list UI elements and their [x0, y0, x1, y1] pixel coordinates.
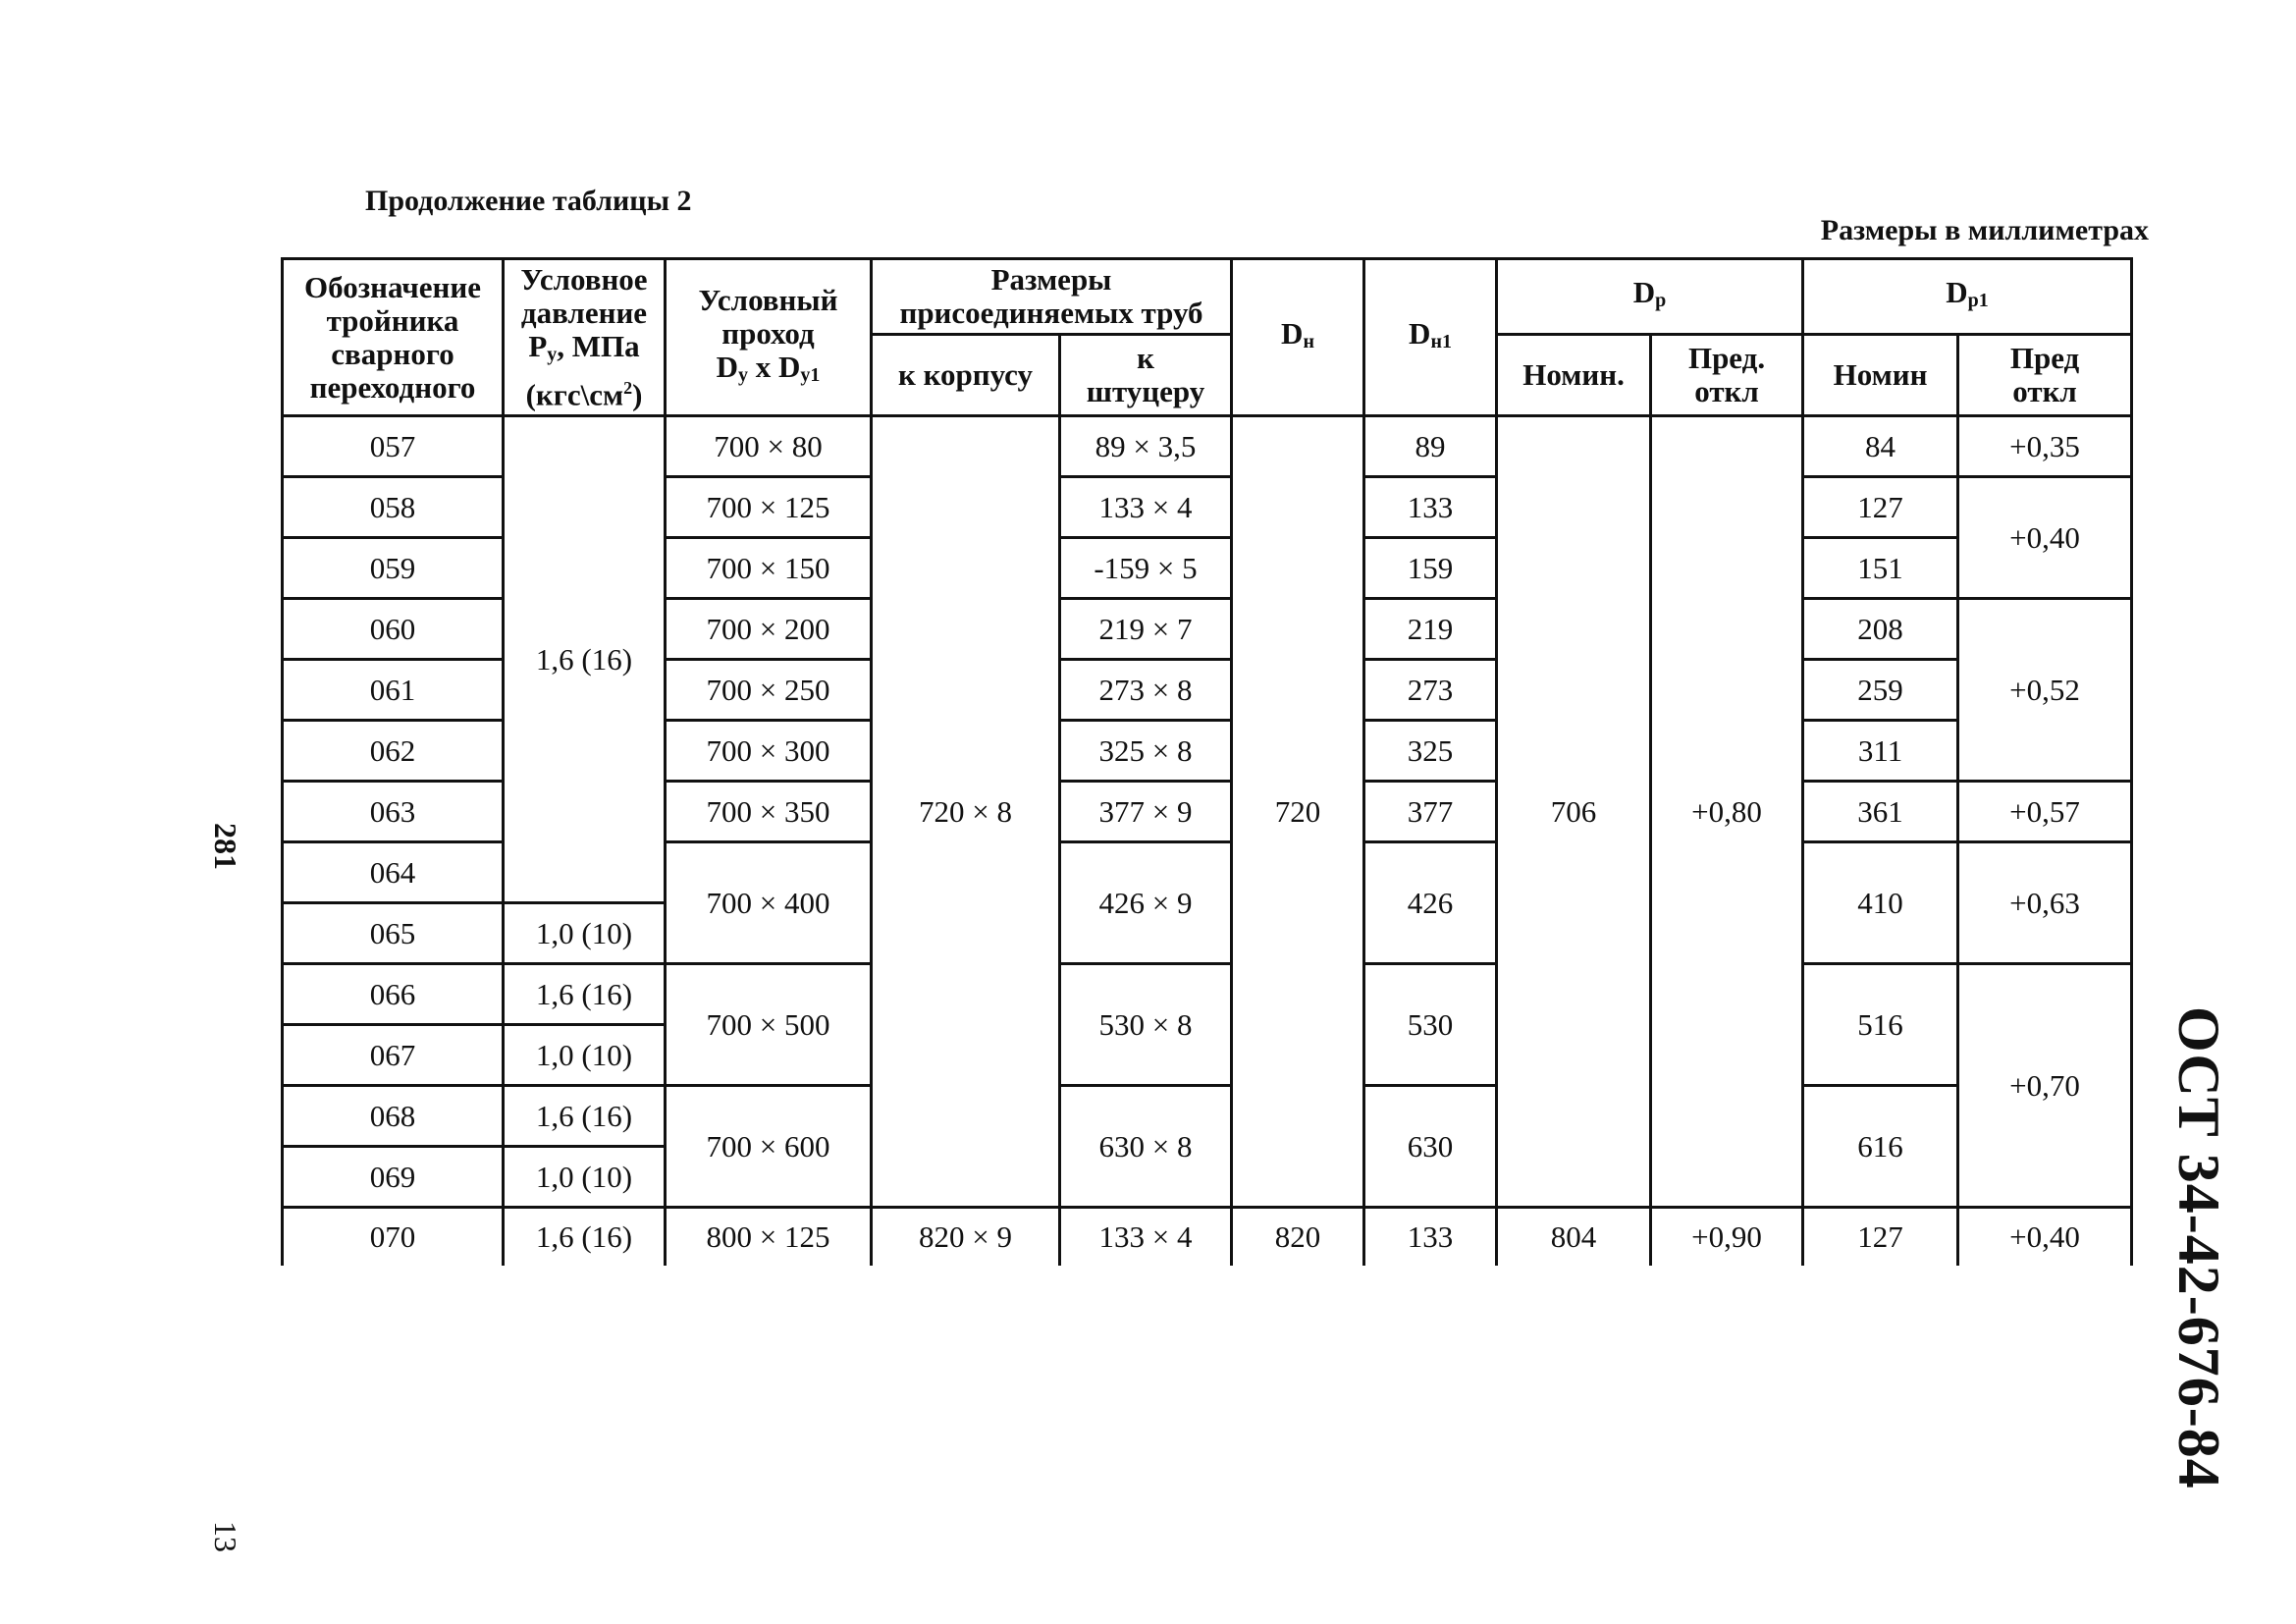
- cell-pipe-nozzle: 133 × 4: [1060, 477, 1232, 538]
- cell-pipe-nozzle: 426 × 9: [1060, 842, 1232, 964]
- cell-pressure: 1,6 (16): [504, 1086, 666, 1147]
- cell-dp1-deviation: +0,40: [1958, 1208, 2132, 1267]
- header-dp1-nominal: Номин: [1803, 335, 1958, 416]
- cell-designation: 069: [283, 1147, 504, 1208]
- dimensions-table: [281, 257, 2133, 1266]
- cell-designation: 059: [283, 538, 504, 599]
- cell-dp1-nominal: 361: [1803, 782, 1958, 842]
- cell-dp1-nominal: 410: [1803, 842, 1958, 964]
- header-designation: Обозначение тройника сварного переходного: [283, 259, 504, 416]
- cell-passage: 700 × 350: [666, 782, 872, 842]
- cell-passage: 700 × 125: [666, 477, 872, 538]
- table-row: [283, 1086, 2132, 1147]
- header-pressure: Условное давление $P_у$, МПа $(кгс\backslash см^2)$: [504, 259, 666, 416]
- table-caption: Продолжение таблицы 2: [365, 185, 692, 217]
- cell-designation: 062: [283, 721, 504, 782]
- document-code: ОСТ 34-42-676-84: [2166, 1006, 2231, 1489]
- cell-pressure: 1,0 (10): [504, 1025, 666, 1086]
- header-pipe-nozzle: к штуцеру: [1060, 335, 1232, 416]
- cell-passage: 700 × 500: [666, 964, 872, 1086]
- header-dp-deviation: Пред. откл: [1651, 335, 1803, 416]
- header-dn1: $D_{н1}$: [1364, 259, 1497, 416]
- header-dp-nominal: Номин.: [1497, 335, 1651, 416]
- cell-pipe-body: 820 × 9: [872, 1208, 1060, 1267]
- cell-dn1: 133: [1364, 477, 1497, 538]
- cell-passage: 700 × 250: [666, 660, 872, 721]
- cell-dp1-nominal: 259: [1803, 660, 1958, 721]
- cell-dp1-deviation: +0,57: [1958, 782, 2132, 842]
- cell-designation: 068: [283, 1086, 504, 1147]
- cell-passage: 700 × 600: [666, 1086, 872, 1208]
- cell-dp1-nominal: 127: [1803, 1208, 1958, 1267]
- cell-pressure: 1,0 (10): [504, 1147, 666, 1208]
- cell-dp1-nominal: 516: [1803, 964, 1958, 1086]
- units-note: Размеры в миллиметрах: [1820, 214, 2149, 246]
- header-dp: $D_р$: [1497, 259, 1803, 335]
- cell-dn: 820: [1232, 1208, 1364, 1267]
- cell-dn1: 159: [1364, 538, 1497, 599]
- header-pipe-body: к корпусу: [872, 335, 1060, 416]
- cell-dp-deviation: +0,90: [1651, 1208, 1803, 1267]
- cell-passage: 700 × 80: [666, 416, 872, 477]
- cell-passage: 800 × 125: [666, 1208, 872, 1267]
- cell-pressure: 1,6 (16): [504, 416, 666, 903]
- cell-dp-deviation: +0,80: [1651, 416, 1803, 1208]
- page-number-13: 13: [208, 1521, 243, 1552]
- cell-pipe-nozzle: 377 × 9: [1060, 782, 1232, 842]
- cell-dp-nominal: 804: [1497, 1208, 1651, 1267]
- table-row: [283, 1208, 2132, 1267]
- cell-dn1: 377: [1364, 782, 1497, 842]
- cell-dn1: 219: [1364, 599, 1497, 660]
- cell-pipe-nozzle: 630 × 8: [1060, 1086, 1232, 1208]
- cell-dp1-nominal: 616: [1803, 1086, 1958, 1208]
- cell-designation: 064: [283, 842, 504, 903]
- cell-pipe-nozzle: 219 × 7: [1060, 599, 1232, 660]
- cell-dp1-nominal: 208: [1803, 599, 1958, 660]
- cell-pipe-nozzle: 273 × 8: [1060, 660, 1232, 721]
- header-pipe-sizes: Размеры присоединяемых труб: [872, 259, 1232, 335]
- cell-dn1: 630: [1364, 1086, 1497, 1208]
- cell-designation: 063: [283, 782, 504, 842]
- cell-designation: 061: [283, 660, 504, 721]
- cell-pressure: 1,0 (10): [504, 903, 666, 964]
- cell-dp1-deviation: +0,35: [1958, 416, 2132, 477]
- cell-designation: 058: [283, 477, 504, 538]
- cell-designation: 070: [283, 1208, 504, 1267]
- cell-dn1: 273: [1364, 660, 1497, 721]
- cell-pipe-nozzle: 89 × 3,5: [1060, 416, 1232, 477]
- cell-designation: 067: [283, 1025, 504, 1086]
- cell-designation: 057: [283, 416, 504, 477]
- page-number-281: 281: [208, 823, 243, 870]
- cell-designation: 065: [283, 903, 504, 964]
- cell-dn1: 133: [1364, 1208, 1497, 1267]
- header-dn: $D_н$: [1232, 259, 1364, 416]
- cell-dp1-deviation: +0,63: [1958, 842, 2132, 964]
- header-dp1-deviation: Пред откл: [1958, 335, 2132, 416]
- cell-dn1: 426: [1364, 842, 1497, 964]
- cell-passage: 700 × 150: [666, 538, 872, 599]
- header-dp1: $D_{р1}$: [1803, 259, 2132, 335]
- cell-dp1-nominal: 127: [1803, 477, 1958, 538]
- cell-dn1: 325: [1364, 721, 1497, 782]
- cell-dn: 720: [1232, 416, 1364, 1208]
- cell-dp1-nominal: 311: [1803, 721, 1958, 782]
- cell-passage: 700 × 200: [666, 599, 872, 660]
- cell-dp1-nominal: 151: [1803, 538, 1958, 599]
- cell-pressure: 1,6 (16): [504, 1208, 666, 1267]
- cell-designation: 066: [283, 964, 504, 1025]
- cell-pipe-body: 720 × 8: [872, 416, 1060, 1208]
- cell-passage: 700 × 400: [666, 842, 872, 964]
- cell-dp-nominal: 706: [1497, 416, 1651, 1208]
- cell-dp1-deviation: +0,52: [1958, 599, 2132, 782]
- cell-dp1-deviation: +0,40: [1958, 477, 2132, 599]
- cell-pipe-nozzle: 530 × 8: [1060, 964, 1232, 1086]
- cell-dp1-nominal: 84: [1803, 416, 1958, 477]
- table-row: [283, 964, 2132, 1025]
- cell-passage: 700 × 300: [666, 721, 872, 782]
- cell-pipe-nozzle: -159 × 5: [1060, 538, 1232, 599]
- cell-designation: 060: [283, 599, 504, 660]
- table-row: [283, 416, 2132, 477]
- cell-dp1-deviation: +0,70: [1958, 964, 2132, 1208]
- cell-dn1: 530: [1364, 964, 1497, 1086]
- cell-pipe-nozzle: 133 × 4: [1060, 1208, 1232, 1267]
- cell-pressure: 1,6 (16): [504, 964, 666, 1025]
- header-passage: Условный проход $D_у$ x $D_{у1}$: [666, 259, 872, 416]
- cell-dn1: 89: [1364, 416, 1497, 477]
- cell-pipe-nozzle: 325 × 8: [1060, 721, 1232, 782]
